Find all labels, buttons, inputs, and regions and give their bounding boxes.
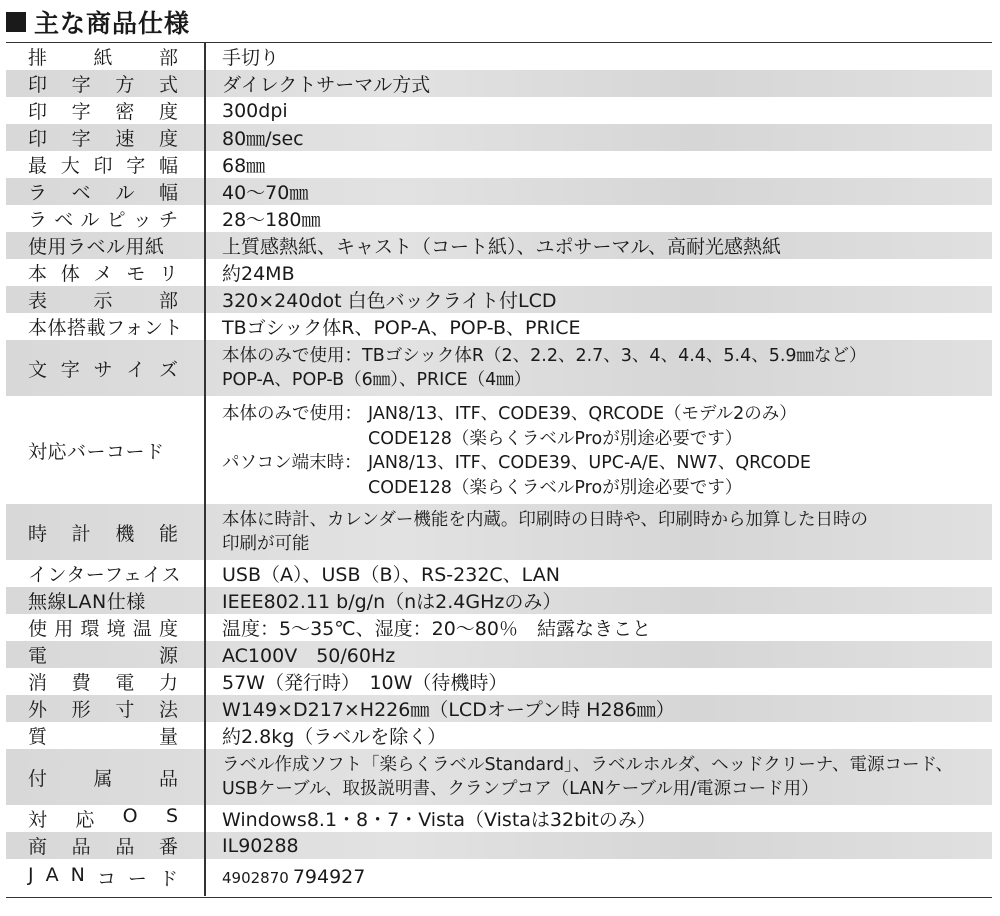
label-char: 外 bbox=[28, 699, 48, 721]
spec-row-clock bbox=[6, 504, 992, 560]
spec-value: IL90288 bbox=[222, 834, 299, 857]
label-char: 印 bbox=[28, 101, 48, 123]
spec-value: Windows8.1・8・7・Vista（Vistaは32bitのみ） bbox=[222, 809, 656, 831]
spec-value: 28〜180㎜ bbox=[222, 209, 321, 231]
spec-row-print-density bbox=[6, 97, 992, 124]
spec-label bbox=[6, 864, 184, 891]
spec-row-wireless bbox=[6, 587, 992, 614]
spec-value-line: 本体のみで使用：TBゴシック体R（2、2.2、2.7、3、4、4.4、5.4、5.9㎜など） bbox=[222, 346, 867, 366]
label-char: 方 bbox=[115, 74, 135, 96]
label-char: 印 bbox=[93, 155, 113, 177]
label-char: 印 bbox=[28, 74, 48, 96]
label-char: 紙 bbox=[93, 47, 113, 69]
spec-table bbox=[6, 42, 992, 898]
spec-value: IEEE802.11 b/g/n（nは2.4GHzのみ） bbox=[222, 591, 562, 613]
label-char: 機 bbox=[115, 522, 135, 545]
label-char: ッ bbox=[132, 209, 152, 231]
spec-value: 上質感熱紙、キャスト（コート紙）、ユポサーマル、高耐光感熱紙 bbox=[222, 236, 781, 258]
spec-label bbox=[6, 124, 184, 151]
spec-row-environment bbox=[6, 614, 992, 641]
spec-label bbox=[6, 832, 184, 859]
spec-row-power bbox=[6, 641, 992, 668]
spec-value bbox=[222, 866, 365, 888]
label-char: 部 bbox=[158, 47, 178, 69]
label-char: 付 bbox=[28, 767, 48, 790]
label-char: サ bbox=[93, 358, 113, 381]
spec-value: 68㎜ bbox=[222, 155, 266, 177]
label-char: モ bbox=[126, 263, 146, 285]
label-char: ル bbox=[80, 209, 100, 231]
label-char: J bbox=[28, 863, 34, 886]
barcode-list bbox=[222, 402, 811, 500]
spec-value: 約24MB bbox=[222, 263, 295, 285]
spec-value: 320×240dot 白色バックライト付LCD bbox=[222, 290, 557, 312]
label-char: 対 bbox=[28, 809, 48, 831]
label-char: 字 bbox=[71, 74, 91, 96]
label-char: 商 bbox=[28, 836, 48, 858]
spec-label bbox=[6, 519, 184, 546]
label-char: 品 bbox=[115, 836, 135, 858]
label-char: 品 bbox=[71, 836, 91, 858]
label-char: 体 bbox=[60, 263, 80, 285]
spec-row-ejection bbox=[6, 43, 992, 70]
spec-label: 使用ラベル用紙 bbox=[28, 236, 165, 258]
label-char: 法 bbox=[158, 699, 178, 721]
spec-value-line: JAN8/13、ITF、CODE39、QRCODE（モデル2のみ） bbox=[368, 404, 797, 424]
spec-label bbox=[6, 205, 184, 232]
spec-label bbox=[6, 259, 184, 286]
label-char: 寸 bbox=[115, 699, 135, 721]
barcode-group-pc bbox=[222, 451, 811, 500]
label-char: ピ bbox=[106, 209, 126, 231]
label-char: 示 bbox=[93, 290, 113, 312]
spec-row-os bbox=[6, 805, 992, 832]
label-char: 排 bbox=[28, 47, 48, 69]
label-char: ラ bbox=[28, 209, 48, 231]
label-char: 電 bbox=[115, 672, 135, 694]
label-char: 力 bbox=[158, 672, 178, 694]
spec-label: 対応バーコード bbox=[28, 440, 165, 463]
spec-row-print-method bbox=[6, 70, 992, 97]
label-char: 番 bbox=[158, 836, 178, 858]
spec-value: 57W（発行時） 10W（待機時） bbox=[222, 672, 508, 694]
spec-value-line: ラベル作成ソフト「楽らくラベルStandard」、ラベルホルダ、ヘッドクリーナ、電源コード、 bbox=[222, 755, 953, 775]
label-char: ベ bbox=[71, 182, 91, 204]
label-char: 質 bbox=[28, 726, 48, 748]
spec-value bbox=[222, 753, 953, 801]
spec-label bbox=[6, 722, 184, 749]
label-char: 消 bbox=[28, 672, 48, 694]
label-char: 部 bbox=[158, 290, 178, 312]
label-char: 計 bbox=[71, 522, 91, 545]
label-char: 費 bbox=[71, 672, 91, 694]
spec-label bbox=[6, 805, 184, 832]
label-char: 源 bbox=[158, 645, 178, 667]
label-char: 文 bbox=[28, 358, 48, 381]
label-char: コ bbox=[96, 867, 116, 890]
spec-label: 本体搭載フォント bbox=[28, 317, 184, 339]
label-char: N bbox=[70, 863, 85, 886]
label-char: 温 bbox=[132, 618, 152, 640]
spec-value: 約2.8kg（ラベルを除く） bbox=[222, 726, 447, 748]
label-char: イ bbox=[126, 358, 146, 381]
spec-value-line: POP-A、POP-B（6㎜）、PRICE（4㎜） bbox=[222, 370, 532, 390]
label-char: 能 bbox=[158, 522, 178, 545]
spec-value: TBゴシック体R、POP-A、POP-B、PRICE bbox=[222, 317, 581, 339]
spec-value-line: 本体に時計、カレンダー機能を内蔵。印刷時の日時や、印刷時から加算した日時の bbox=[222, 510, 869, 530]
spec-label bbox=[6, 614, 184, 641]
label-char: 字 bbox=[126, 155, 146, 177]
label-char: S bbox=[165, 805, 178, 827]
label-char: 品 bbox=[158, 767, 178, 790]
label-char: 境 bbox=[106, 618, 126, 640]
spec-row-jan bbox=[6, 859, 992, 895]
label-char: ラ bbox=[28, 182, 48, 204]
label-char: 式 bbox=[158, 74, 178, 96]
spec-value: ダイレクトサーマル方式 bbox=[222, 74, 431, 96]
spec-label bbox=[6, 286, 184, 313]
label-char: メ bbox=[93, 263, 113, 285]
spec-row-label-width bbox=[6, 178, 992, 205]
spec-value: 80㎜/sec bbox=[222, 128, 304, 150]
spec-value-line: USBケーブル、取扱説明書、クランプコア（LANケーブル用/電源コード用） bbox=[222, 779, 819, 799]
spec-label bbox=[6, 695, 184, 722]
spec-label bbox=[6, 668, 184, 695]
spec-value: W149×D217×H226㎜（LCDオープン時 H286㎜） bbox=[222, 699, 675, 721]
label-char: 時 bbox=[28, 522, 48, 545]
spec-row-display bbox=[6, 286, 992, 313]
spec-row-power-consumption bbox=[6, 668, 992, 695]
label-char: 大 bbox=[60, 155, 80, 177]
label-char: ル bbox=[115, 182, 135, 204]
spec-label bbox=[6, 70, 184, 97]
label-char: 字 bbox=[71, 128, 91, 150]
label-char: 用 bbox=[54, 618, 74, 640]
label-char: リ bbox=[158, 263, 178, 285]
barcode-group-prefix: 本体のみで使用： bbox=[222, 404, 362, 424]
spec-value-line: CODE128（楽らくラベルProが別途必要です） bbox=[368, 428, 743, 449]
spec-label bbox=[6, 355, 184, 382]
jan-code-suffix: 794927 bbox=[292, 866, 366, 888]
spec-value: 300dpi bbox=[222, 99, 288, 122]
spec-row-dimensions bbox=[6, 695, 992, 722]
label-char: 字 bbox=[71, 101, 91, 123]
spec-value: AC100V 50/60Hz bbox=[222, 645, 396, 667]
label-char: ー bbox=[127, 867, 147, 890]
spec-value: 温度：5〜35℃、湿度：20〜80％ 結露なきこと bbox=[222, 618, 651, 640]
label-char: 度 bbox=[158, 128, 178, 150]
spec-value bbox=[222, 344, 867, 392]
label-char: 度 bbox=[158, 101, 178, 123]
label-char: 本 bbox=[28, 263, 48, 285]
label-char: 属 bbox=[93, 767, 113, 790]
column-divider bbox=[204, 42, 206, 896]
label-char: 電 bbox=[28, 645, 48, 667]
label-char: 表 bbox=[28, 290, 48, 312]
spec-row-interface bbox=[6, 560, 992, 587]
spec-value-line: CODE128（楽らくラベルProが別途必要です） bbox=[368, 477, 743, 498]
label-char: 度 bbox=[158, 618, 178, 640]
spec-row-char-size bbox=[6, 340, 992, 396]
label-char: ベ bbox=[54, 209, 74, 231]
label-char: 環 bbox=[80, 618, 100, 640]
spec-row-label-pitch bbox=[6, 205, 992, 232]
spec-label bbox=[6, 641, 184, 668]
spec-row-label-paper bbox=[6, 232, 992, 259]
section-header bbox=[6, 4, 190, 40]
spec-label bbox=[6, 151, 184, 178]
label-char: 幅 bbox=[158, 155, 178, 177]
label-char: チ bbox=[158, 209, 178, 231]
spec-label: インターフェイス bbox=[28, 564, 182, 586]
label-char: 使 bbox=[28, 618, 48, 640]
label-char: 印 bbox=[28, 128, 48, 150]
label-char: 形 bbox=[71, 699, 91, 721]
section-title: 主な商品仕様 bbox=[34, 9, 191, 38]
jan-code-prefix: 4902870 bbox=[222, 869, 289, 887]
barcode-group-prefix: パソコン端末時： bbox=[222, 453, 362, 473]
label-char: 幅 bbox=[158, 182, 178, 204]
label-char: ズ bbox=[158, 358, 178, 381]
spec-row-print-speed bbox=[6, 124, 992, 151]
spec-label bbox=[6, 97, 184, 124]
spec-row-product-code bbox=[6, 832, 992, 859]
spec-row-memory bbox=[6, 259, 992, 286]
spec-row-fonts bbox=[6, 313, 992, 340]
spec-value: USB（A）、USB（B）、RS-232C、LAN bbox=[222, 564, 560, 586]
label-char: 応 bbox=[75, 809, 95, 831]
spec-row-weight bbox=[6, 722, 992, 749]
spec-value-line: 印刷が可能 bbox=[222, 534, 310, 554]
barcode-group-lines bbox=[368, 451, 811, 500]
barcode-group-lines bbox=[368, 402, 797, 451]
spec-value bbox=[222, 508, 868, 556]
label-char: O bbox=[122, 805, 138, 827]
label-char: 最 bbox=[28, 155, 48, 177]
spec-value: 手切り bbox=[222, 47, 280, 69]
label-char: 密 bbox=[115, 101, 135, 123]
spec-value-line: JAN8/13、ITF、CODE39、UPC-A/E、NW7、QRCODE bbox=[368, 453, 811, 473]
spec-label bbox=[6, 43, 184, 70]
label-char: ド bbox=[158, 867, 178, 890]
square-bullet-icon bbox=[6, 12, 26, 32]
spec-row-accessories bbox=[6, 749, 992, 805]
label-char: 速 bbox=[115, 128, 135, 150]
spec-label bbox=[6, 178, 184, 205]
spec-value: 40〜70㎜ bbox=[222, 182, 309, 204]
spec-row-barcodes bbox=[6, 396, 992, 504]
spec-label: 無線LAN仕様 bbox=[28, 591, 146, 613]
spec-label bbox=[6, 764, 184, 791]
label-char: 字 bbox=[60, 358, 80, 381]
label-char: A bbox=[45, 863, 59, 886]
barcode-group-standalone bbox=[222, 402, 811, 451]
spec-row-max-print-width bbox=[6, 151, 992, 178]
label-char: 量 bbox=[158, 726, 178, 748]
